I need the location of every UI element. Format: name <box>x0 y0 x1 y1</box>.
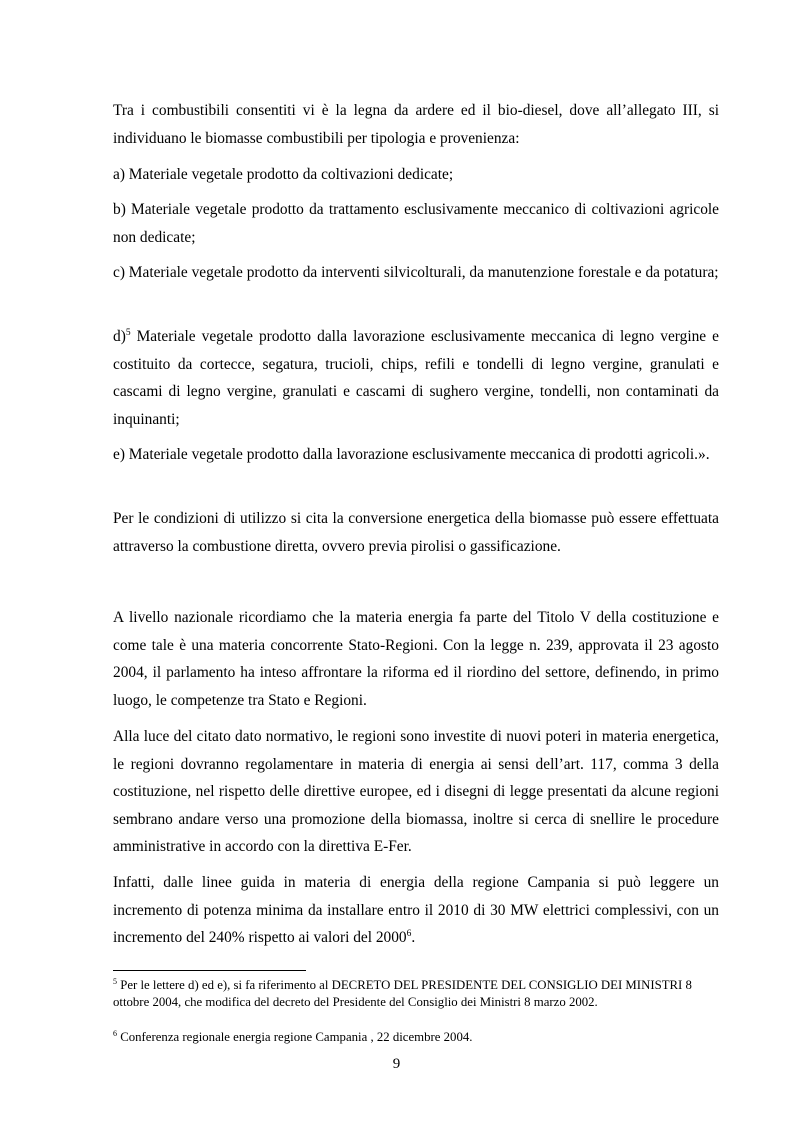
footnote-6-number: 6 <box>113 1029 117 1038</box>
list-item-a: a) Materiale vegetale prodotto da coltivazioni dedicate; <box>113 166 454 183</box>
list-item-d <box>113 323 719 433</box>
footnote-ref-5: 5 <box>125 328 131 338</box>
page-number: 9 <box>392 1056 401 1072</box>
footnote-5-text: Per le lettere d) ed e), si fa riferimento al DECRETO DEL PRESIDENTE DEL CONSIGLIO DEI MINISTRI 8 ottobre 2004, che modifica del decreto del Presidente del Consiglio dei Ministri 8 marzo 2002. <box>113 978 692 1009</box>
footnote-6-text: Conferenza regionale energia regione Campania , 22 dicembre 2004. <box>117 1030 473 1044</box>
list-item-c: c) Materiale vegetale prodotto da interventi silvicolturali, da manutenzione forestale e da potatura; <box>113 264 719 281</box>
regional-powers-paragraph: Alla luce del citato dato normativo, le regioni sono investite di nuovi poteri in materia energetica, le regioni dovranno regolamentare in materia di energia ai sensi dell’art. 117, comma 3 della costituzione, nel rispetto delle direttive europee, ed i disegni di legge presentati da alcune regioni sembrano andare verso una promozione della biomassa, inoltre si cerca di snellire le procedure amministrative in accordo con la direttiva E-Fer. <box>113 728 719 855</box>
utilization-paragraph: Per le condizioni di utilizzo si cita la conversione energetica della biomasse può essere effettuata attraverso la combustione diretta, ovvero previa pirolisi o gassificazione. <box>113 510 719 555</box>
list-item-b: b) Materiale vegetale prodotto da trattamento esclusivamente meccanico di coltivazioni agricole non dedicate; <box>113 201 719 246</box>
campania-paragraph-text: Infatti, dalle linee guida in materia di energia della regione Campania si può leggere un incremento di potenza minima da installare entro il 2010 di 30 MW elettrici complessivi, con un incremento del 240% rispetto ai valori del 2000 <box>113 874 719 946</box>
national-level-paragraph: A livello nazionale ricordiamo che la materia energia fa parte del Titolo V della costituzione e come tale è una materia concorrente Stato-Regioni. Con la legge n. 239, approvata il 23 agosto 2004, il parlamento ha inteso affrontare la riforma ed il riordino del settore, definendo, in primo luogo, le competenze tra Stato e Regioni. <box>113 609 719 709</box>
campania-paragraph <box>113 869 719 952</box>
footnote-5 <box>113 977 719 1010</box>
campania-paragraph-end: . <box>411 929 416 946</box>
list-item-e: e) Materiale vegetale prodotto dalla lavorazione esclusivamente meccanica di prodotti agricoli.». <box>113 446 710 463</box>
footnote-separator <box>113 970 306 971</box>
list-item-d-text: Materiale vegetale prodotto dalla lavorazione esclusivamente meccanica di legno vergine e costituito da cortecce, segatura, trucioli, chips, refili e tondelli di legno vergine, granulati e cascami di legno vergine, granulati e cascami di sughero vergine, tondelli, non contaminati da inquinanti; <box>113 328 719 428</box>
footnote-ref-6: 6 <box>406 929 412 939</box>
footnote-5-number: 5 <box>113 977 117 986</box>
footnote-6 <box>113 1029 719 1046</box>
intro-paragraph: Tra i combustibili consentiti vi è la legna da ardere ed il bio-diesel, dove all’allegato III, si individuano le biomasse combustibili per tipologia e provenienza: <box>113 102 719 147</box>
list-item-d-prefix: d) <box>113 328 126 345</box>
